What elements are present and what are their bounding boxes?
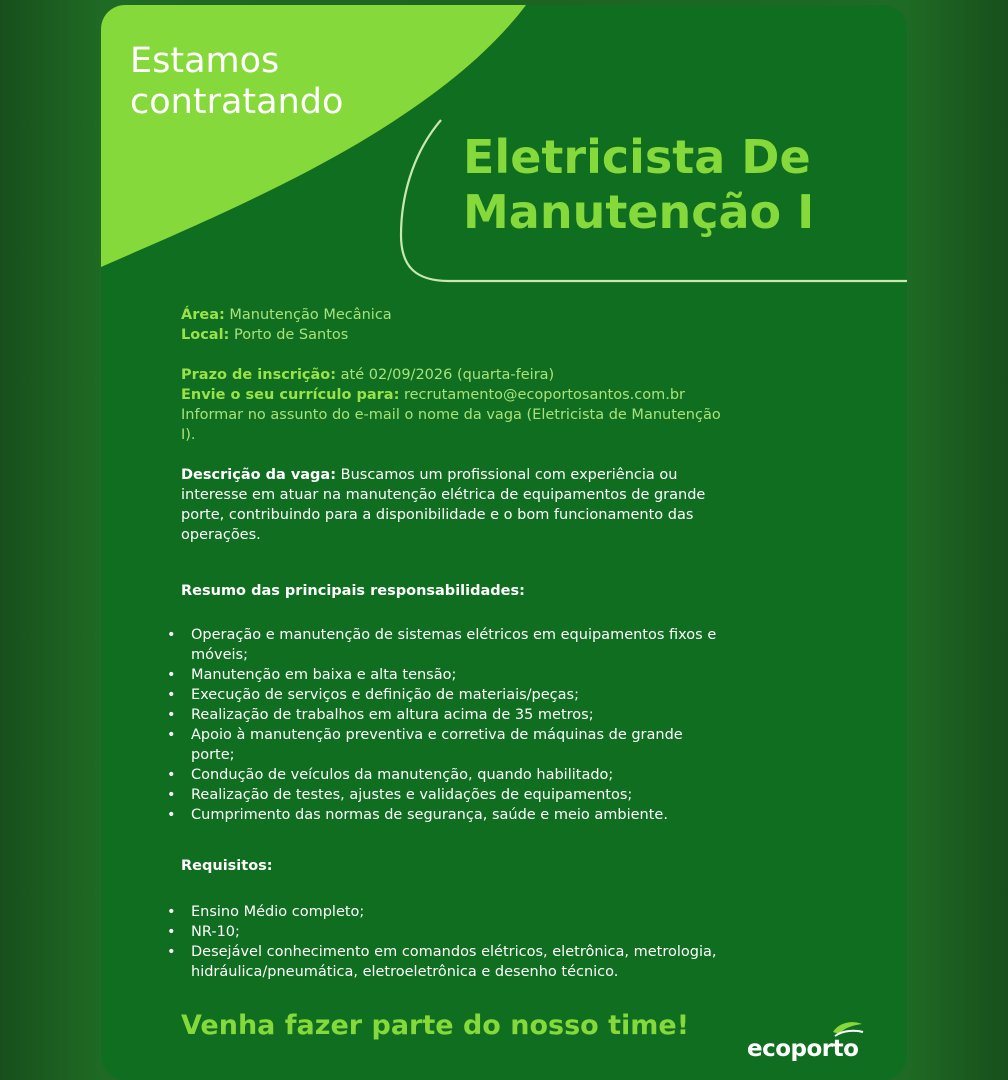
list-item: • Manutenção em baixa e alta tensão;	[161, 665, 861, 685]
area-line	[181, 305, 831, 325]
responsibilities-title: Resumo das principais responsabilidades:	[181, 583, 525, 599]
list-item: • NR-10;	[161, 922, 861, 942]
call-to-action: Venha fazer parte do nosso time!	[181, 1010, 690, 1041]
list-item: • Operação e manutenção de sistemas elétricos em equipamentos fixos e móveis;	[161, 625, 861, 665]
email-link[interactable]: recrutamento@ecoportosantos.com.br	[399, 387, 685, 403]
subject-line-2: I).	[181, 427, 196, 443]
hiring-line-1: Estamos	[130, 41, 280, 81]
local-label: Local:	[181, 327, 230, 343]
job-title	[463, 130, 814, 240]
subject-line-1: Informar no assunto do e-mail o nome da vaga (Eletricista de Manutenção	[181, 407, 721, 423]
logo-text: ecoporto	[747, 1036, 859, 1062]
area-label: Área:	[181, 307, 225, 323]
hiring-line-2: contratando	[130, 82, 344, 122]
list-item: • Ensino Médio completo;	[161, 902, 861, 922]
area-value: Manutenção Mecânica	[224, 307, 392, 323]
job-details	[181, 305, 831, 565]
description-line-4: operações.	[181, 527, 261, 543]
list-item: • Condução de veículos da manutenção, quando habilitado;	[161, 765, 861, 785]
list-item: • Cumprimento das normas de segurança, saúde e meio ambiente.	[161, 805, 861, 825]
list-item: • Desejável conhecimento em comandos elétricos, eletrônica, metrologia, hidráulica/pneumática, eletroeletrônica e desenho técnico.	[161, 942, 861, 982]
area-local-block	[181, 305, 831, 345]
job-posting-card	[101, 5, 907, 1080]
description-label: Descrição da vaga:	[181, 467, 337, 483]
local-line	[181, 325, 831, 345]
deadline-line	[181, 365, 831, 385]
description-line-1	[181, 465, 831, 485]
job-title-line-2: Manutenção I	[463, 185, 815, 239]
application-block	[181, 365, 831, 445]
deadline-value: até 02/09/2026 (quarta-feira)	[336, 367, 555, 383]
description-block	[181, 465, 831, 545]
description-text-1: Buscamos um profissional com experiência ou	[336, 467, 678, 483]
hiring-heading	[130, 41, 343, 123]
requirements-title: Requisitos:	[181, 858, 273, 874]
job-title-line-1: Eletricista De	[463, 130, 811, 184]
list-item: • Apoio à manutenção preventiva e corretiva de máquinas de grande porte;	[161, 725, 861, 765]
responsibilities-list	[161, 625, 861, 825]
list-item: • Execução de serviços e definição de materiais/peças;	[161, 685, 861, 705]
deadline-label: Prazo de inscrição:	[181, 367, 337, 383]
description-line-3: porte, contribuindo para a disponibilidade e o bom funcionamento das	[181, 507, 694, 523]
description-line-2: interesse em atuar na manutenção elétrica de equipamentos de grande	[181, 487, 706, 503]
requirements-list	[161, 902, 861, 982]
ecoporto-logo	[747, 1018, 867, 1062]
send-label: Envie o seu currículo para:	[181, 387, 400, 403]
list-item: • Realização de testes, ajustes e validações de equipamentos;	[161, 785, 861, 805]
local-value: Porto de Santos	[229, 327, 349, 343]
list-item: • Realização de trabalhos em altura acima de 35 metros;	[161, 705, 861, 725]
send-line	[181, 385, 831, 405]
